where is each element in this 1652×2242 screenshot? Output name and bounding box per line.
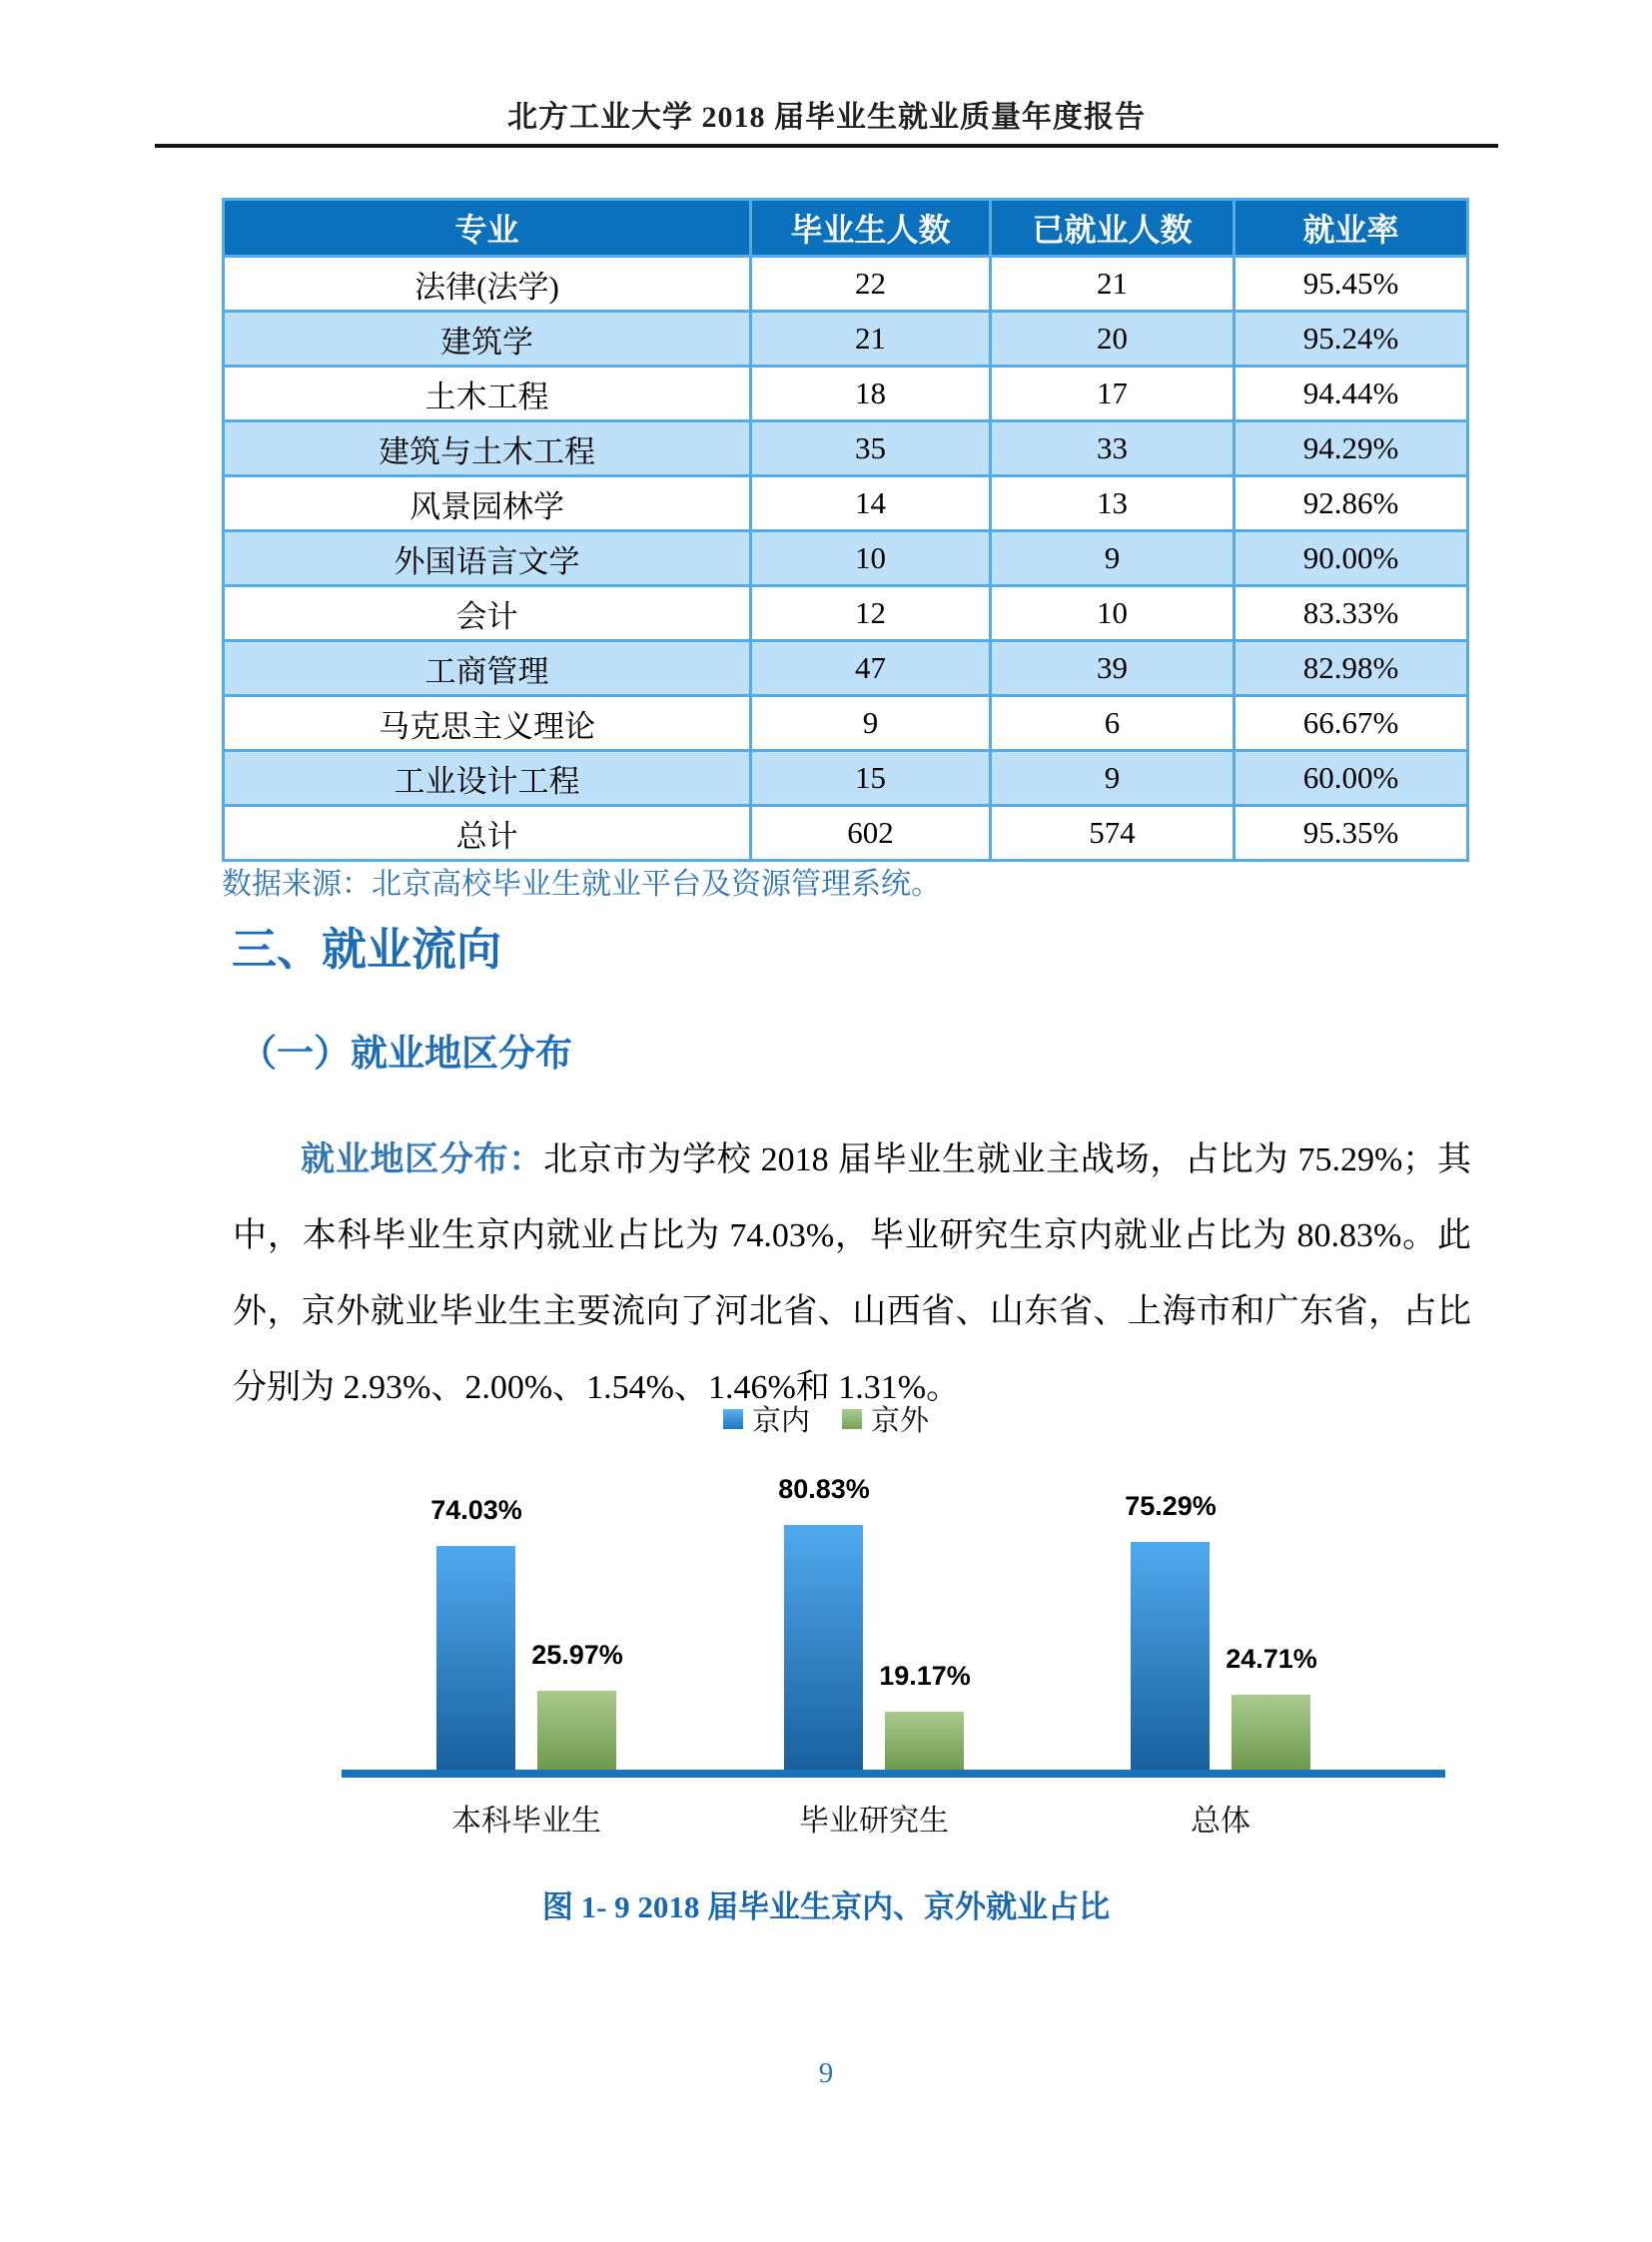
table-row xyxy=(224,367,1468,421)
table-row xyxy=(224,806,1468,861)
bar-京内-毕业研究生 xyxy=(784,1525,863,1770)
table-column-header: 专业 xyxy=(224,200,751,257)
paragraph-lead: 就业地区分布： xyxy=(301,1141,544,1178)
bar-chart-plot xyxy=(342,1453,1445,1778)
major-name-cell: 建筑与土木工程 xyxy=(224,421,751,476)
legend-item-jingnei xyxy=(723,1398,810,1439)
value-cell: 47 xyxy=(751,641,991,696)
chart-category-labels xyxy=(342,1796,1445,1838)
value-cell: 66.67% xyxy=(1235,696,1468,751)
bar-value-label: 25.97% xyxy=(531,1640,623,1670)
subsection-heading: （一）就业地区分布 xyxy=(240,1033,572,1074)
table-header-row xyxy=(224,200,1468,257)
major-name-cell: 风景园林学 xyxy=(224,476,751,531)
value-cell: 94.29% xyxy=(1235,421,1468,476)
bar-京外-总体 xyxy=(1232,1695,1310,1770)
value-cell: 14 xyxy=(751,476,991,531)
category-label: 总体 xyxy=(1191,1805,1250,1838)
value-cell: 21 xyxy=(751,312,991,367)
value-cell: 21 xyxy=(991,257,1235,312)
table-column-header: 毕业生人数 xyxy=(751,200,991,257)
value-cell: 10 xyxy=(991,586,1235,641)
table-row xyxy=(224,476,1468,531)
bar-value-label: 74.03% xyxy=(430,1495,522,1525)
value-cell: 22 xyxy=(751,257,991,312)
legend-item-jingwai xyxy=(842,1398,929,1439)
value-cell: 92.86% xyxy=(1235,476,1468,531)
value-cell: 95.35% xyxy=(1235,806,1468,861)
value-cell: 17 xyxy=(991,367,1235,421)
table-row xyxy=(224,531,1468,586)
category-label: 毕业研究生 xyxy=(799,1805,949,1838)
value-cell: 95.24% xyxy=(1235,312,1468,367)
value-cell: 15 xyxy=(751,751,991,806)
major-name-cell: 会计 xyxy=(224,586,751,641)
major-name-cell: 工商管理 xyxy=(224,641,751,696)
value-cell: 83.33% xyxy=(1235,586,1468,641)
table-column-header: 已就业人数 xyxy=(991,200,1235,257)
table-row xyxy=(224,312,1468,367)
value-cell: 95.45% xyxy=(1235,257,1468,312)
x-axis-line xyxy=(342,1770,1445,1778)
bar-京外-本科毕业生 xyxy=(537,1691,616,1770)
table-row xyxy=(224,257,1468,312)
major-name-cell: 外国语言文学 xyxy=(224,531,751,586)
table-column-header: 就业率 xyxy=(1235,200,1468,257)
section-heading: 三、就业流向 xyxy=(232,924,502,975)
value-cell: 94.44% xyxy=(1235,367,1468,421)
chart-legend xyxy=(0,1398,1652,1439)
table-row xyxy=(224,696,1468,751)
legend-swatch-blue-icon xyxy=(723,1409,743,1429)
figure-caption: 图 1- 9 2018 届毕业生京内、京外就业占比 xyxy=(541,1889,1111,1924)
page-number: 9 xyxy=(818,2057,834,2089)
table-source-note: 数据来源：北京高校毕业生就业平台及资源管理系统。 xyxy=(222,868,941,901)
body-paragraph xyxy=(233,1122,1471,1426)
bar-value-label: 19.17% xyxy=(879,1661,971,1691)
value-cell: 33 xyxy=(991,421,1235,476)
value-cell: 82.98% xyxy=(1235,641,1468,696)
table-row xyxy=(224,421,1468,476)
value-cell: 9 xyxy=(991,531,1235,586)
paragraph-body: 北京市为学校 2018 届毕业生就业主战场，占比为 75.29%；其中，本科毕业生京内就业占比为 74.03%，毕业研究生京内就业占比为 80.83%。此外，京外就业毕业生主要流向了河北省、山西省、山东省、上海市和广东省，占比分别为 2.93%、2.00%、1.54%、1.46%和 1.31%。 xyxy=(233,1141,1471,1406)
table-body xyxy=(224,257,1468,861)
table-row xyxy=(224,751,1468,806)
page-header xyxy=(155,96,1498,148)
employment-rate-table xyxy=(222,198,1469,862)
bar-value-label: 80.83% xyxy=(778,1474,870,1504)
value-cell: 18 xyxy=(751,367,991,421)
value-cell: 60.00% xyxy=(1235,751,1468,806)
bar-value-label: 24.71% xyxy=(1226,1644,1317,1674)
major-name-cell: 法律(法学) xyxy=(224,257,751,312)
page-header-title: 北方工业大学 2018 届毕业生就业质量年度报告 xyxy=(507,101,1146,134)
major-name-cell: 工业设计工程 xyxy=(224,751,751,806)
category-label: 本科毕业生 xyxy=(451,1805,601,1838)
legend-swatch-green-icon xyxy=(842,1409,862,1429)
value-cell: 20 xyxy=(991,312,1235,367)
bar-value-label: 75.29% xyxy=(1125,1491,1217,1521)
value-cell: 35 xyxy=(751,421,991,476)
value-cell: 602 xyxy=(751,806,991,861)
legend-label-jingnei: 京内 xyxy=(751,1405,810,1437)
major-name-cell: 土木工程 xyxy=(224,367,751,421)
value-cell: 9 xyxy=(991,751,1235,806)
major-name-cell: 建筑学 xyxy=(224,312,751,367)
bar-京外-毕业研究生 xyxy=(885,1712,964,1770)
value-cell: 574 xyxy=(991,806,1235,861)
major-name-cell: 总计 xyxy=(224,806,751,861)
value-cell: 12 xyxy=(751,586,991,641)
value-cell: 10 xyxy=(751,531,991,586)
value-cell: 9 xyxy=(751,696,991,751)
value-cell: 6 xyxy=(991,696,1235,751)
value-cell: 90.00% xyxy=(1235,531,1468,586)
table-row xyxy=(224,586,1468,641)
value-cell: 39 xyxy=(991,641,1235,696)
major-name-cell: 马克思主义理论 xyxy=(224,696,751,751)
table-row xyxy=(224,641,1468,696)
legend-label-jingwai: 京外 xyxy=(871,1405,930,1437)
value-cell: 13 xyxy=(991,476,1235,531)
